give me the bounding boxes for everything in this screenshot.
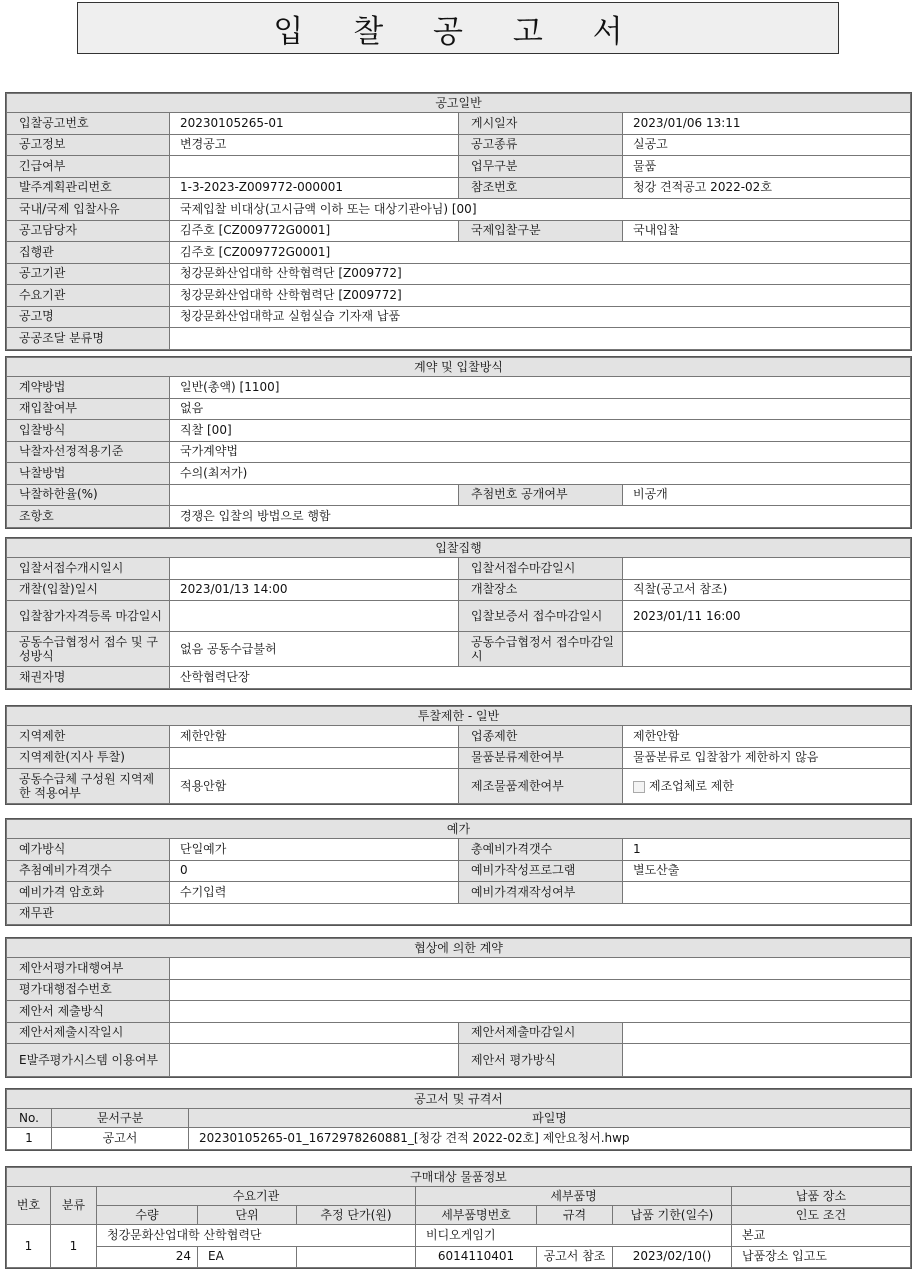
field-value [623,558,911,580]
field-value: 경쟁은 입찰의 방법으로 행함 [170,506,911,528]
item-category: 1 [51,1225,97,1268]
field-label: 예비가격 암호화 [7,882,170,904]
section-header: 협상에 의한 계약 [7,939,911,958]
table-row [7,558,911,580]
col-unit: 단위 [198,1206,297,1225]
section-documents [5,1088,912,1151]
col-demand-org: 수요기관 [97,1187,416,1206]
field-label: 입찰서접수개시일시 [7,558,170,580]
table-row [7,1001,911,1023]
col-qty: 수량 [97,1206,198,1225]
item-name: 비디오게임기 [416,1225,732,1247]
field-label: 물품분류제한여부 [459,747,623,769]
field-label: 지역제한 [7,726,170,748]
table-row [7,839,911,861]
table-row [7,220,911,242]
field-label: 공동수급체 구성원 지역제한 적용여부 [7,769,170,804]
table-row [7,463,911,485]
field-value: 수의(최저가) [170,463,911,485]
field-value [170,601,459,632]
field-value: 일반(총액) [1100] [170,377,911,399]
table-row [7,601,911,632]
field-value [170,979,911,1001]
item-detail-no: 6014110401 [416,1246,537,1268]
section-header: 구매대상 물품정보 [7,1168,911,1187]
table-row [7,306,911,328]
field-label: 제안서제출시작일시 [7,1022,170,1044]
field-label: 공고정보 [7,134,170,156]
table-row [7,958,911,980]
section-header: 입찰집행 [7,539,911,558]
table-row [7,579,911,601]
field-label: 수요기관 [7,285,170,307]
field-label: 낙찰방법 [7,463,170,485]
field-label: 재무관 [7,903,170,925]
field-label: 공동수급협정서 접수마감일시 [459,632,623,667]
doc-no: 1 [7,1128,52,1150]
col-no: No. [7,1109,52,1128]
field-value [623,769,911,804]
field-label: 공고기관 [7,263,170,285]
field-label: 국내/국제 입찰사유 [7,199,170,221]
table-row [7,747,911,769]
field-label: 예비가작성프로그램 [459,860,623,882]
field-value [623,1022,911,1044]
field-value: 없음 [170,398,911,420]
table-row [7,632,911,667]
field-value: 적용안함 [170,769,459,804]
field-value [170,903,911,925]
table-row [7,882,911,904]
field-value [170,1044,459,1077]
doc-file-link[interactable]: 20230105265-01_1672978260881_[청강 견적 2022-02호] 제안요청서.hwp [189,1128,911,1150]
col-filename: 파일명 [189,1109,911,1128]
field-label: 재입찰여부 [7,398,170,420]
field-label: 총예비가격갯수 [459,839,623,861]
table-row [7,484,911,506]
table-row [7,134,911,156]
field-value: 2023/01/13 14:00 [170,579,459,601]
field-value: 제한안함 [623,726,911,748]
table-row [7,1128,911,1150]
doc-type: 공고서 [52,1128,189,1150]
table-row [7,177,911,199]
field-label: 제안서 평가방식 [459,1044,623,1077]
table-row [7,903,911,925]
table-row [7,420,911,442]
field-value: 청강문화산업대학교 실험실습 기자재 납품 [170,306,911,328]
field-label: 입찰참가자격등록 마감일시 [7,601,170,632]
table-row [7,506,911,528]
field-value: 변경공고 [170,134,459,156]
table-row [7,979,911,1001]
table-row [7,263,911,285]
checkbox-label: 제조업체로 제한 [649,779,734,793]
item-org: 청강문화산업대학 산학협력단 [97,1225,416,1247]
item-qty: 24 [97,1246,198,1268]
field-value [170,747,459,769]
item-place: 본교 [732,1225,911,1247]
field-label: 지역제한(지사 투찰) [7,747,170,769]
section-execution [5,537,912,690]
table-row [7,769,911,804]
field-value [170,1022,459,1044]
field-label: 참조번호 [459,177,623,199]
field-value: 국내입찰 [623,220,911,242]
item-price [297,1246,416,1268]
field-value: 비공개 [623,484,911,506]
field-label: 예가방식 [7,839,170,861]
field-value: 2023/01/11 16:00 [623,601,911,632]
field-label: 추첨예비가격갯수 [7,860,170,882]
table-row [7,398,911,420]
section-header: 공고서 및 규격서 [7,1090,911,1109]
field-value: 1 [623,839,911,861]
field-value: 김주호 [CZ009772G0001] [170,220,459,242]
col-doc-type: 문서구분 [52,1109,189,1128]
field-label: 업무구분 [459,156,623,178]
field-label: 긴급여부 [7,156,170,178]
table-row [7,1225,911,1247]
section-items [5,1166,912,1269]
table-row [7,156,911,178]
section-restriction [5,705,912,805]
field-label: E발주평가시스템 이용여부 [7,1044,170,1077]
field-label: 업종제한 [459,726,623,748]
section-price [5,818,912,926]
field-label: 개찰장소 [459,579,623,601]
table-row [7,377,911,399]
field-label: 입찰공고번호 [7,113,170,135]
table-row [7,199,911,221]
table-row [7,667,911,689]
field-label: 국제입찰구분 [459,220,623,242]
section-header: 공고일반 [7,94,911,113]
field-value [623,632,911,667]
field-value: 청강문화산업대학 산학협력단 [Z009772] [170,285,911,307]
field-label: 제안서제출마감일시 [459,1022,623,1044]
col-category: 분류 [51,1187,97,1225]
field-label: 개찰(입찰)일시 [7,579,170,601]
field-label: 추첨번호 공개여부 [459,484,623,506]
col-deadline: 납품 기한(일수) [613,1206,732,1225]
field-value: 직찰 [00] [170,420,911,442]
field-value: 1-3-2023-Z009772-000001 [170,177,459,199]
field-value: 실공고 [623,134,911,156]
section-header: 투찰제한 - 일반 [7,707,911,726]
section-header: 계약 및 입찰방식 [7,358,911,377]
section-contract [5,356,912,529]
field-value [170,558,459,580]
field-value: 김주호 [CZ009772G0001] [170,242,911,264]
field-value: 없음 공동수급불허 [170,632,459,667]
field-label: 공동수급협정서 접수 및 구성방식 [7,632,170,667]
field-value: 물품 [623,156,911,178]
field-label: 입찰방식 [7,420,170,442]
table-row [7,441,911,463]
field-value [170,156,459,178]
field-value [170,1001,911,1023]
field-value: 청강 견적공고 2022-02호 [623,177,911,199]
col-spec: 규격 [537,1206,613,1225]
manufacturer-checkbox[interactable] [633,781,645,793]
col-item-no: 번호 [7,1187,51,1225]
field-value [170,958,911,980]
col-est-price: 추정 단가(원) [297,1206,416,1225]
col-detail-no: 세부품명번호 [416,1206,537,1225]
table-row [7,726,911,748]
field-label: 계약방법 [7,377,170,399]
field-label: 입찰보증서 접수마감일시 [459,601,623,632]
field-label: 발주계획관리번호 [7,177,170,199]
field-label: 공고명 [7,306,170,328]
table-row [7,1044,911,1077]
table-row [7,1022,911,1044]
col-detail-name: 세부품명 [416,1187,732,1206]
page-title: 입 찰 공 고 서 [77,2,839,54]
item-no: 1 [7,1225,51,1268]
field-value: 단일예가 [170,839,459,861]
field-value: 별도산출 [623,860,911,882]
field-label: 낙찰하한율(%) [7,484,170,506]
field-label: 공고담당자 [7,220,170,242]
item-cond: 납품장소 입고도 [732,1246,911,1268]
field-label: 공고종류 [459,134,623,156]
col-delivery-cond: 인도 조건 [732,1206,911,1225]
field-label: 공공조달 분류명 [7,328,170,350]
field-value [623,1044,911,1077]
field-value: 물품분류로 입찰참가 제한하지 않음 [623,747,911,769]
field-label: 예비가격재작성여부 [459,882,623,904]
item-unit: EA [198,1246,297,1268]
field-value: 직찰(공고서 참조) [623,579,911,601]
field-label: 집행관 [7,242,170,264]
field-value: 청강문화산업대학 산학협력단 [Z009772] [170,263,911,285]
section-header: 예가 [7,820,911,839]
field-value: 수기입력 [170,882,459,904]
field-label: 조항호 [7,506,170,528]
field-label: 평가대행접수번호 [7,979,170,1001]
field-label: 입찰서접수마감일시 [459,558,623,580]
item-spec: 공고서 참조 [537,1246,613,1268]
field-value: 제한안함 [170,726,459,748]
table-row [7,328,911,350]
item-deadline: 2023/02/10() [613,1246,732,1268]
field-value: 국제입찰 비대상(고시금액 이하 또는 대상기관아님) [00] [170,199,911,221]
field-label: 채권자명 [7,667,170,689]
table-row [7,242,911,264]
field-value: 국가계약법 [170,441,911,463]
field-value [623,882,911,904]
field-value: 산학협력단장 [170,667,911,689]
section-general [5,92,912,351]
field-label: 낙찰자선정적용기준 [7,441,170,463]
field-label: 제안서 제출방식 [7,1001,170,1023]
field-value: 20230105265-01 [170,113,459,135]
table-row [7,285,911,307]
field-label: 게시일자 [459,113,623,135]
field-label: 제안서평가대행여부 [7,958,170,980]
field-value: 0 [170,860,459,882]
field-value [170,328,911,350]
field-value [170,484,459,506]
field-label: 제조물품제한여부 [459,769,623,804]
table-row [7,113,911,135]
table-row [7,1246,911,1268]
section-negotiation [5,937,912,1078]
table-row [7,860,911,882]
field-value: 2023/01/06 13:11 [623,113,911,135]
col-delivery-place: 납품 장소 [732,1187,911,1206]
